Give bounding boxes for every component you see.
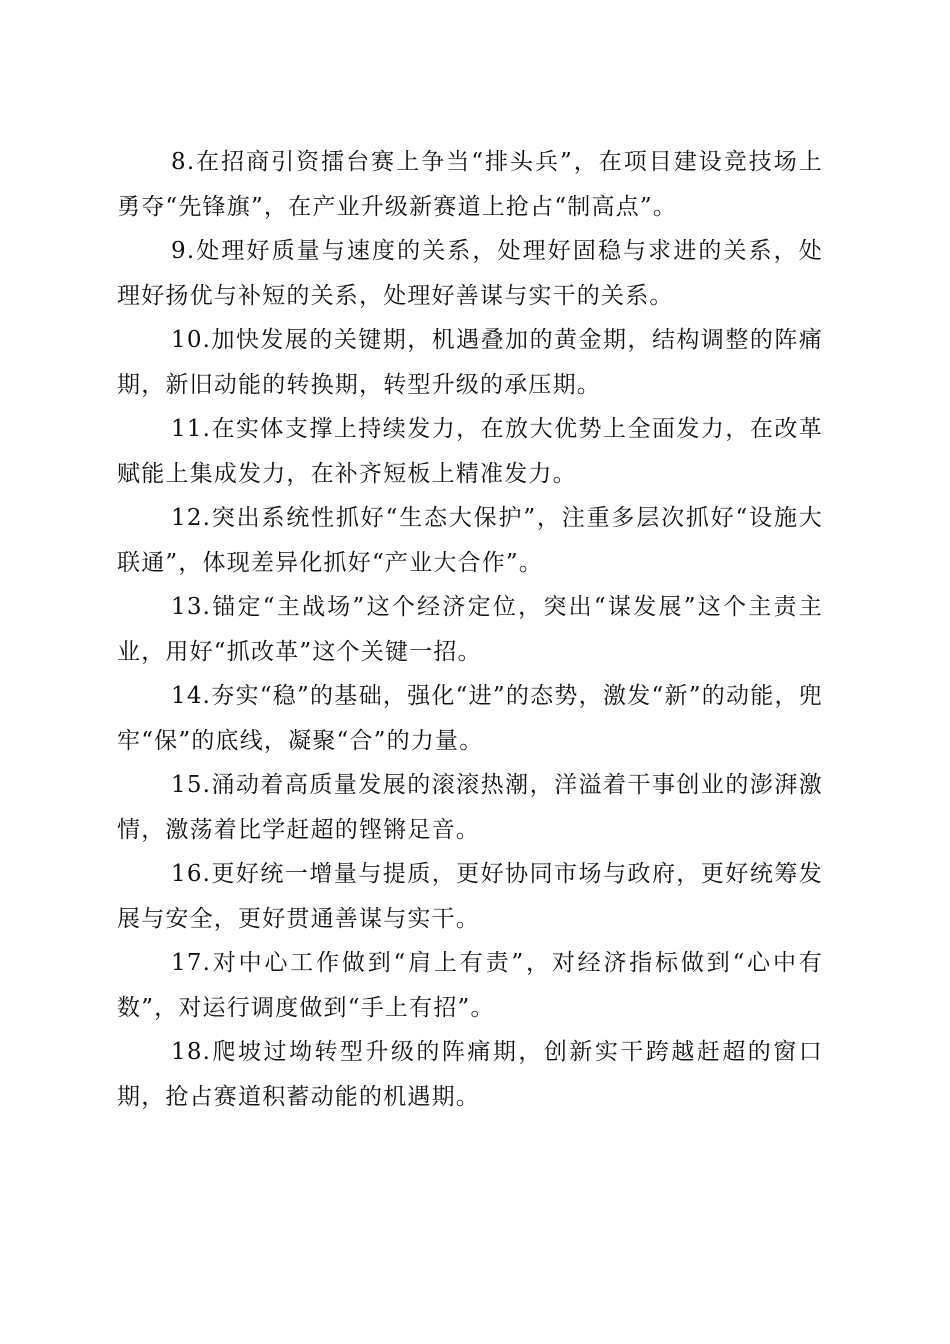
- paragraph-item-9: 9.处理好质量与速度的关系，处理好固稳与求进的关系，处理好扬优与补短的关系，处理好善谋与实干的关系。: [117, 238, 823, 309]
- paragraph-item-16: 16.更好统一增量与提质，更好协同市场与政府，更好统筹发展与安全，更好贯通善谋与实干。: [117, 861, 823, 932]
- paragraph-item-15: 15.涌动着高质量发展的滚滚热潮，洋溢着干事创业的澎湃激情，激荡着比学赶超的铿锵足音。: [117, 772, 823, 843]
- paragraph-item-10: 10.加快发展的关键期，机遇叠加的黄金期，结构调整的阵痛期，新旧动能的转换期，转型升级的承压期。: [117, 327, 823, 398]
- paragraph-item-14: 14.夯实“稳”的基础，强化“进”的态势，激发“新”的动能，兜牢“保”的底线，凝聚“合”的力量。: [117, 683, 823, 754]
- paragraph-item-12: 12.突出系统性抓好“生态大保护”，注重多层次抓好“设施大联通”，体现差异化抓好“产业大合作”。: [117, 505, 823, 576]
- paragraph-item-8: 8.在招商引资擂台赛上争当“排头兵”，在项目建设竞技场上勇夺“先锋旗”，在产业升级新赛道上抢占“制高点”。: [117, 149, 823, 220]
- paragraph-item-17: 17.对中心工作做到“肩上有责”，对经济指标做到“心中有数”，对运行调度做到“手上有招”。: [117, 950, 823, 1021]
- document-body: [117, 140, 823, 1119]
- paragraph-item-18: 18.爬坡过坳转型升级的阵痛期，创新实干跨越赶超的窗口期，抢占赛道积蓄动能的机遇期。: [117, 1039, 823, 1110]
- paragraph-item-11: 11.在实体支撑上持续发力，在放大优势上全面发力，在改革赋能上集成发力，在补齐短板上精准发力。: [117, 416, 823, 487]
- paragraph-item-13: 13.锚定“主战场”这个经济定位，突出“谋发展”这个主责主业，用好“抓改革”这个关键一招。: [117, 594, 823, 665]
